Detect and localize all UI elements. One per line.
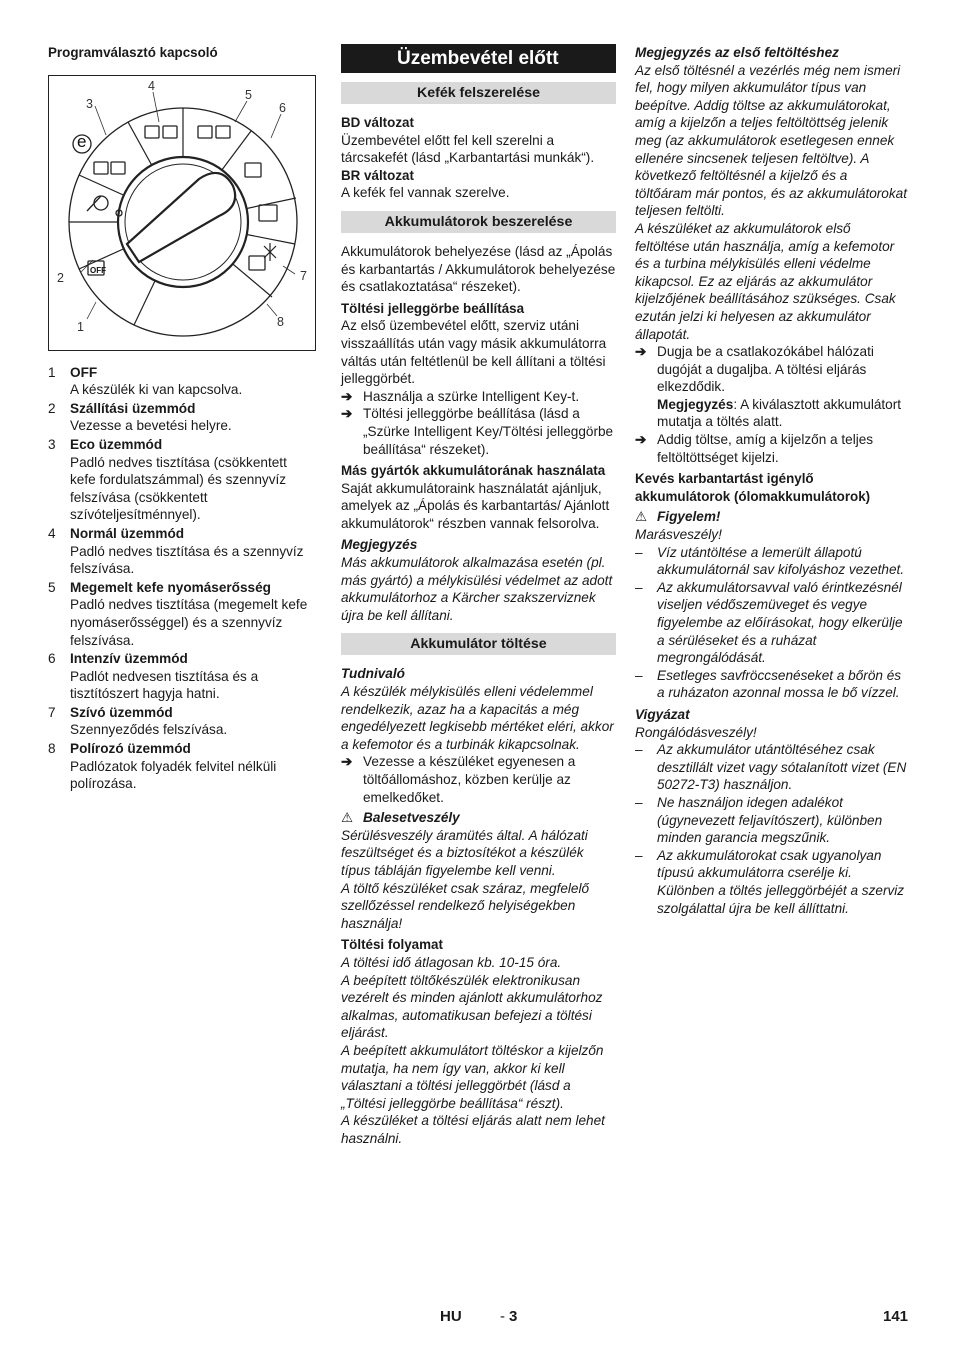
footer-page-number: 141 <box>883 1308 909 1325</box>
step-text: Addig töltse, amíg a kijelzőn a teljes feltöltöttséget kijelzi. <box>657 432 874 465</box>
caution-subtitle: Rongálódásveszély! <box>635 724 757 740</box>
legend-number: 4 <box>48 525 56 541</box>
charge-curve-title: Töltési jelleggörbe beállítása <box>341 300 525 316</box>
legend-number: 8 <box>48 741 56 757</box>
subsection-bar-charging: Akkumulátor töltése <box>341 633 616 655</box>
charge-curve-text: Az első üzembevétel előtt, szerviz utáni visszaállítás után vagy másik akkumulátorra váltás után feltétlenül be kell állítani a töltési jelleggörbét. <box>341 318 607 387</box>
step-item <box>341 405 616 458</box>
list-item <box>635 794 907 847</box>
legend-number: 5 <box>48 579 56 595</box>
arrow-icon: ➔ <box>341 406 353 422</box>
step-item <box>635 431 907 466</box>
list-item-text: Az akkumulátor utántöltéséhez csak desztillált vizet vagy sótalanított vizet (EN 50272-T3) használjon. <box>657 742 907 793</box>
caution-title: Vigyázat <box>635 706 690 722</box>
program-selector-heading: Programválasztó kapcsoló <box>48 45 218 60</box>
dash-bullet: – <box>635 667 643 683</box>
list-item <box>635 579 907 667</box>
legend-title: Eco üzemmód <box>70 436 163 452</box>
legend-description: Vezesse a bevetési helyre. <box>70 418 232 434</box>
arrow-icon: ➔ <box>341 388 353 404</box>
footer-language: HU <box>440 1308 462 1325</box>
legend-description: Szennyeződés felszívása. <box>70 722 228 738</box>
legend-description: Padló nedves tisztítása és a szennyvíz felszívása. <box>70 543 304 577</box>
warning-triangle-icon: ⚠ <box>341 810 354 826</box>
legend-number: 1 <box>48 364 56 380</box>
column-1 <box>48 44 316 794</box>
column-3 <box>635 44 907 917</box>
bd-variant-title: BD változat <box>341 115 414 130</box>
program-selector-diagram <box>48 75 316 351</box>
danger-title: Balesetveszély <box>363 810 460 826</box>
section-title: Üzembevétel előtt <box>341 44 616 73</box>
legend-item <box>48 364 316 399</box>
step-item <box>635 343 907 396</box>
eco-position-label: e <box>77 131 87 151</box>
program-selector-dial-drawing <box>49 76 315 350</box>
dial-number-2: 2 <box>57 270 64 285</box>
danger-text-1: Sérülésveszély áramütés által. A hálózati feszültséget és a biztosítékot a készülék típus tábláján figyelembe kell venni. <box>341 827 588 878</box>
off-position-label: OFF <box>90 265 106 275</box>
dash-bullet: – <box>635 742 643 758</box>
legend-title: OFF <box>70 364 98 380</box>
legend-description: Padló nedves tisztítása (megemelt kefe nyomáserősséggel) és a szennyvíz felszívása. <box>70 597 308 648</box>
list-item-text: Víz utántöltése a lemerült állapotú akkumulátornál sav kifolyáshoz vezethet. <box>657 544 905 578</box>
legend-number: 3 <box>48 436 56 452</box>
dial-number-7: 7 <box>300 268 307 283</box>
dial-number-4: 4 <box>148 78 155 93</box>
step-item <box>341 388 616 406</box>
attention-title: Figyelem! <box>657 509 721 525</box>
step-text: Vezesse a készüléket egyenesen a töltőállomáshoz, közben kerülje az emelkedőket. <box>363 754 576 805</box>
charging-process-para: A töltési idő átlagosan kb. 10-15 óra. <box>341 954 562 970</box>
charging-process-title: Töltési folyamat <box>341 937 443 953</box>
legend-title: Szállítási üzemmód <box>70 400 196 416</box>
step-note <box>635 396 907 431</box>
legend-number: 2 <box>48 400 56 416</box>
column-2 <box>341 44 616 1147</box>
info-text: A készülék mélykisülés elleni védelemmel rendelkezik, azaz ha a kapacitás a még engedélyezett legkisebb mértéket eléri, akkor a kefemotor és a turbinák kikapcsolnak. <box>341 684 614 752</box>
step-text: Töltési jelleggörbe beállítása (lásd a „Szürke Intelligent Key/Töltési jelleggörbe beállítása“ részeket). <box>363 406 614 457</box>
bd-variant-text: Üzembevétel előtt fel kell szerelni a tárcsakefét (lásd „Karbantartási munkák“). <box>341 132 595 166</box>
legend-item <box>48 650 316 703</box>
dial-number-3: 3 <box>86 96 93 111</box>
step-text: Használja a szürke Intelligent Key-t. <box>363 388 580 404</box>
list-item-text: Az akkumulátorsavval való érintkezésnél viseljen védőszemüveget és vegye figyelembe az előírásokat, hogy elkerülje a sérüléseket és a ruházat megrongálódását. <box>657 579 903 666</box>
low-maintenance-title: Kevés karbantartást igénylő akkumulátorok (ólomakkumulátorok) <box>635 471 871 504</box>
other-batteries-title: Más gyártók akkumulátorának használata <box>341 463 606 479</box>
note-title: Megjegyzés <box>341 537 418 553</box>
other-batteries-text: Saját akkumulátoraink használatát ajánljuk, amelyek az „Ápolás és karbantartás/ Ajánlott akkumulátorok“ részben vannak felsorolva. <box>341 480 610 531</box>
list-item <box>635 741 907 794</box>
footer-separator: - <box>500 1308 505 1325</box>
legend-title: Polírozó üzemmód <box>70 741 191 757</box>
legend-title: Szívó üzemmód <box>70 704 173 720</box>
charging-process-para: A készüléket a töltési eljárás alatt nem lehet használni. <box>341 1113 605 1146</box>
batteries-text: Akkumulátorok behelyezése (lásd az „Ápolás és karbantartás / Akkumulátorok behelyezése és csatlakoztatása“ részeket). <box>341 243 616 295</box>
charging-process-para: A beépített akkumulátort töltéskor a kijelzőn mutatja, ha nem így van, akkor ki kell választani a töltési jelleggörbét (lásd a „Töltési jelleggörbe beállítása“ részt). <box>341 1042 604 1111</box>
legend-description: A készülék ki van kapcsolva. <box>70 382 243 398</box>
list-item <box>635 544 907 579</box>
note-text: Más akkumulátorok alkalmazása esetén (pl. más gyártó) a mélykisülési védelmet az adott akkumulátorhoz a Kärcher szakszerviznek újra be kell állítani. <box>341 555 613 623</box>
legend-number: 7 <box>48 704 56 720</box>
list-item-text: Ne használjon idegen adalékot (úgynevezett feljavítószert), különben minden garancia megszűnik. <box>657 794 883 846</box>
dash-bullet: – <box>635 794 643 810</box>
legend-description: Padlót nedvesen tisztítása és a tisztítószert hagyja hatni. <box>70 668 259 702</box>
dial-number-8: 8 <box>277 314 284 329</box>
danger-text-2: A töltő készüléket csak száraz, megfelelő szellőzéssel rendelkező helyiségekben használja! <box>341 880 590 931</box>
program-legend <box>48 364 316 793</box>
charging-process-para: A beépített töltőkészülék elektronikusan vezérelt és minden ajánlott akkumulátorhoz alkalmas, automatikusan befejezi a töltési eljárást. <box>341 972 603 1041</box>
legend-description: Padló nedves tisztítása (csökkentett kefe fordulatszámmal) és szennyvíz felszívása (csökkentett szívóteljesítménnyel). <box>70 454 287 523</box>
list-item <box>635 847 907 917</box>
br-variant-title: BR változat <box>341 167 414 183</box>
legend-item <box>48 704 316 739</box>
legend-item <box>48 436 316 524</box>
info-title: Tudnivaló <box>341 666 405 682</box>
danger-heading <box>341 809 616 827</box>
legend-item <box>48 400 316 435</box>
attention-subtitle: Marásveszély! <box>635 527 722 543</box>
list-item-text: Az akkumulátorokat csak ugyanolyan típusú akkumulátorra cserélje ki. Különben a töltés jelleggörbéjét a szerviz szolgálattal újra be kell állíttatni. <box>657 847 905 916</box>
br-variant-text: A kefék fel vannak szerelve. <box>341 185 510 201</box>
legend-item <box>48 579 316 649</box>
step-note-label: Megjegyzés <box>657 396 734 412</box>
warning-triangle-icon: ⚠ <box>635 509 648 525</box>
step-text: Dugja be a csatlakozókábel hálózati dugóját a dugaljba. A töltési eljárás elkezdődik. <box>657 344 874 395</box>
legend-item <box>48 525 316 578</box>
legend-title: Normál üzemmód <box>70 525 185 541</box>
first-charge-title: Megjegyzés az első feltöltéshez <box>635 45 839 60</box>
legend-item <box>48 740 316 793</box>
list-item <box>635 667 907 702</box>
first-charge-text-2: A készüléket az akkumulátorok első feltöltése után használja, amíg a kefemotor és a turbina mélykisülés elleni védelme kikapcsol. Ez az eljárás az akkumulátor kijelzőjének beállításához szükséges. Csak ezután jelzi ki helyesen az akkumulátor állapotát. <box>635 220 896 342</box>
attention-heading <box>635 508 907 526</box>
arrow-icon: ➔ <box>635 344 647 360</box>
dial-number-6: 6 <box>279 100 286 115</box>
dial-number-1: 1 <box>77 319 84 334</box>
first-charge-text-1: Az első töltésnél a vezérlés még nem ismeri fel, hogy milyen akkumulátor típus van beépítve. Addig töltse az akkumulátorokat, amíg a kijelzőn a teljes feltöltöttség jelenik meg (az akkumulátorok esetlegesen ennek ellenére sincsenek teljesen feltöltve). A következő feltöltésnél a kijelző és a töltőáram már pontos, és az akkumulátorokat teljesen feltölti. <box>635 62 908 219</box>
arrow-icon: ➔ <box>635 432 647 448</box>
arrow-icon: ➔ <box>341 754 353 770</box>
dash-bullet: – <box>635 579 643 595</box>
subsection-bar-batteries: Akkumulátorok beszerelése <box>341 211 616 233</box>
dash-bullet: – <box>635 847 643 863</box>
legend-title: Megemelt kefe nyomáserősség <box>70 579 271 595</box>
dash-bullet: – <box>635 544 643 560</box>
step-note-text: : A kiválasztott akkumulátort mutatja a töltés alatt. <box>657 396 902 430</box>
step-item <box>341 753 616 806</box>
subsection-bar-brushes: Kefék felszerelése <box>341 82 616 104</box>
dial-number-5: 5 <box>245 87 252 102</box>
legend-number: 6 <box>48 651 56 667</box>
list-item-text: Esetleges savfröccsenéseket a bőrön és a ruházaton azonnal mossa le bő vízzel. <box>657 667 902 701</box>
footer-sub-page: 3 <box>509 1308 518 1325</box>
legend-description: Padlózatok folyadék felvitel nélküli polírozása. <box>70 758 277 792</box>
legend-title: Intenzív üzemmód <box>70 651 188 667</box>
